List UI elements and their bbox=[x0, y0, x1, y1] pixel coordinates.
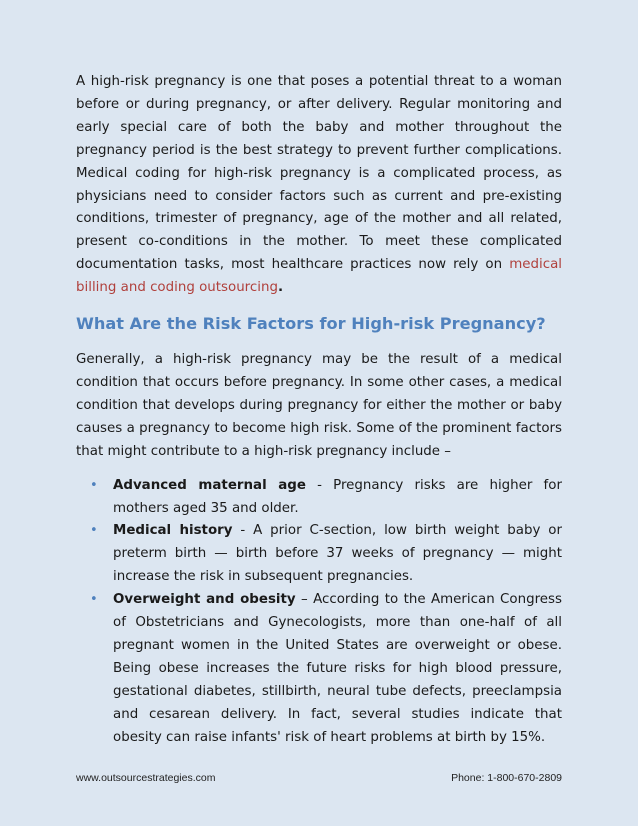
factor-text: - Pregnancy risks are higher for mothers aged 35 and older. bbox=[113, 477, 562, 516]
factor-text: – According to the American Congress of Obstetricians and Gynecologists, more than one-half of all pregnant women in the United States are overweight or obese. Being obese increases the future risks for high blood pressure, gestational diabetes, stillbirth, neural tube defects, preeclampsia and cesarean delivery. In fact, several studies indicate that obesity can raise infants' risk of heart problems at birth by 15%. bbox=[113, 592, 562, 745]
intro-text: A high-risk pregnancy is one that poses a potential threat to a woman before or during pregnancy, or after delivery. Regular monitoring and early special care of both the baby and mother throughout the pregnancy period is the best strategy to prevent further complications. Medical coding for high-risk pregnancy is a complicated process, as physicians need to consider factors such as current and pre-existing conditions, trimester of pregnancy, age of the mother and all related, present co-conditions in the mother. To meet these complicated documentation tasks, most healthcare practices now rely on bbox=[76, 74, 562, 273]
list-item-advanced-maternal-age bbox=[90, 475, 562, 521]
risk-factors-list bbox=[76, 475, 562, 750]
footer-website[interactable]: www.outsourcestrategies.com bbox=[76, 772, 216, 784]
bullet-icon: • bbox=[90, 592, 98, 608]
document-page bbox=[76, 71, 562, 749]
factor-title: Overweight and obesity bbox=[113, 592, 296, 608]
factor-title: Advanced maternal age bbox=[113, 477, 306, 493]
outsourcing-link[interactable]: medical billing and coding outsourcing bbox=[76, 257, 562, 296]
page-footer bbox=[76, 772, 562, 784]
bullet-icon: • bbox=[90, 477, 98, 493]
factor-text: - A prior C-section, low birth weight baby or preterm birth — birth before 37 weeks of pregnancy — might increase the risk in subsequent pregnancies. bbox=[113, 523, 562, 585]
intro-end: . bbox=[277, 280, 284, 296]
footer-phone: Phone: 1-800-670-2809 bbox=[451, 772, 562, 784]
section-heading: What Are the Risk Factors for High-risk Pregnancy? bbox=[76, 314, 546, 334]
list-item-medical-history bbox=[90, 520, 562, 589]
factor-title: Medical history bbox=[113, 523, 233, 539]
bullet-icon: • bbox=[90, 523, 98, 539]
list-item-overweight-obesity bbox=[90, 589, 562, 749]
section-paragraph: Generally, a high-risk pregnancy may be the result of a medical condition that occurs before pregnancy. In some other cases, a medical condition that develops during pregnancy for either the mother or baby causes a pregnancy to become high risk. Some of the prominent factors that might contribute to a high-risk pregnancy include – bbox=[76, 352, 562, 459]
intro-paragraph bbox=[76, 71, 562, 300]
